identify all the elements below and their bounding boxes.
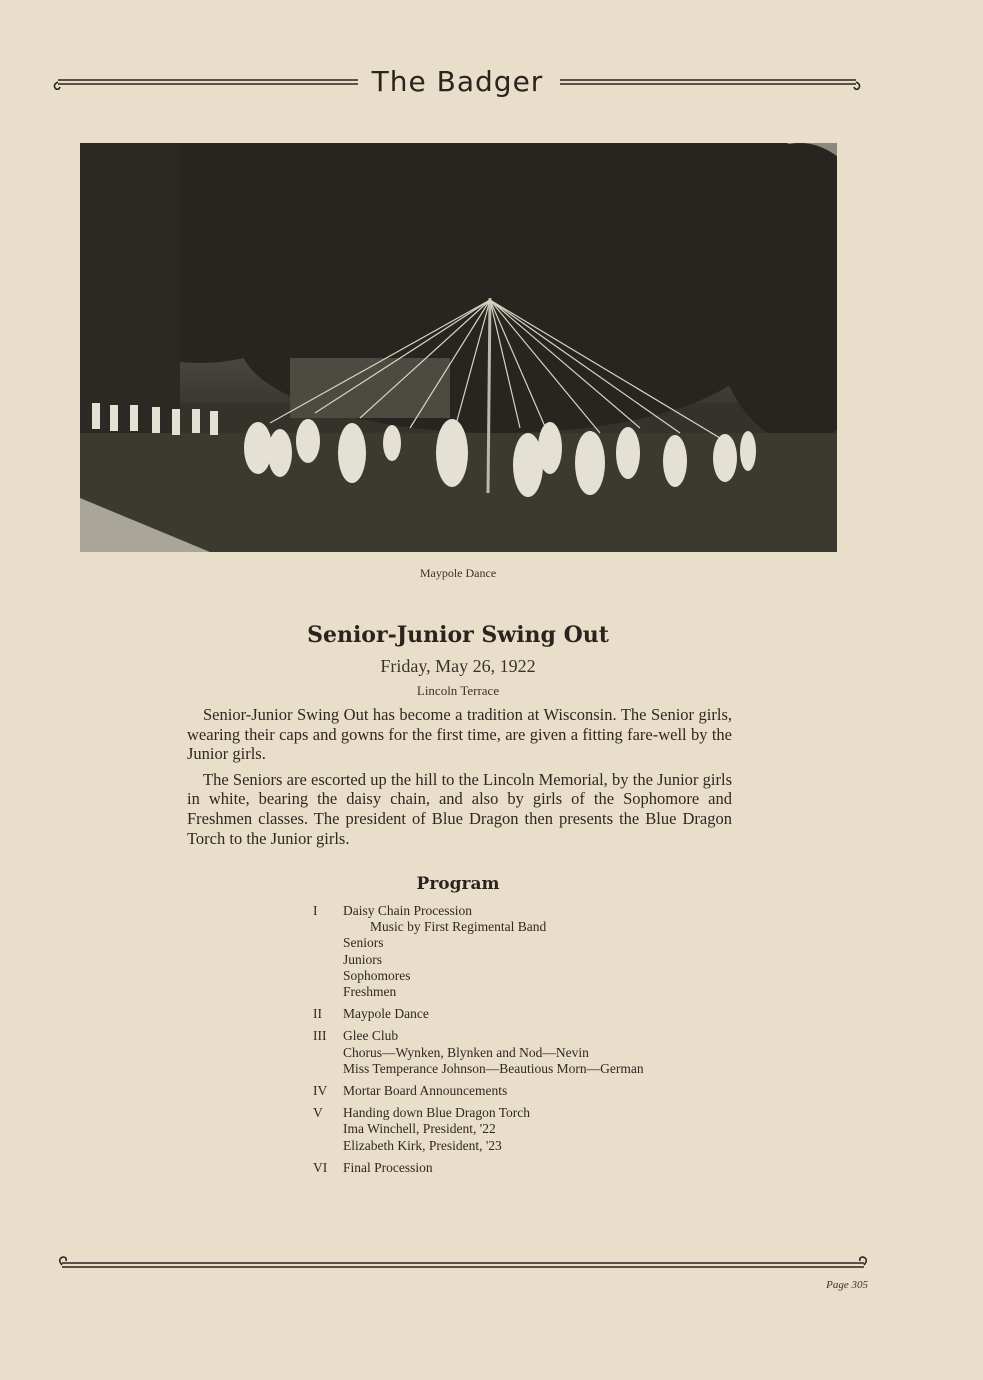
program-item — [313, 1006, 733, 1022]
program-line: Daisy Chain Procession — [343, 903, 472, 918]
program-line: Handing down Blue Dragon Torch — [343, 1105, 531, 1121]
program-numeral: IV — [313, 1083, 328, 1099]
program-line: Juniors — [343, 951, 383, 967]
program-item — [313, 1160, 733, 1176]
program-numeral: VI — [313, 1159, 328, 1175]
program-line: Glee Club — [343, 1028, 399, 1044]
program-line: Miss Temperance Johnson—Beautious Morn—German — [343, 1060, 644, 1076]
program-numeral: V — [313, 1105, 323, 1121]
program-line: Final Procession — [343, 1159, 433, 1175]
photo-caption: Maypole Dance — [419, 566, 497, 580]
program-numeral: III — [313, 1028, 327, 1044]
program-list — [313, 903, 733, 1182]
program-numeral: II — [313, 1006, 322, 1022]
program-item — [313, 1028, 733, 1077]
page-header-title: The Badger — [358, 65, 558, 98]
program-line: Chorus—Wynken, Blynken and Nod—Nevin — [343, 1044, 589, 1060]
program-line: Seniors — [343, 935, 384, 951]
article-paragraph: Senior-Junior Swing Out has become a tradition at Wisconsin. The Senior girls, wearing their caps and gowns for the first time, are given a fitting fare-well by the Junior girls. — [187, 705, 732, 764]
footer-rule-ornament — [56, 1254, 871, 1274]
maypole-dance-photo — [80, 143, 837, 552]
program-item — [313, 903, 733, 1000]
program-numeral: I — [313, 903, 318, 918]
page-header — [50, 64, 865, 104]
article-body — [187, 705, 732, 854]
event-venue: Lincoln Terrace — [416, 683, 500, 698]
article-paragraph: The Seniors are escorted up the hill to the Lincoln Memorial, by the Junior girls in white, bearing the daisy chain, and also by girls of the Sophomore and Freshmen classes. The president of Blue Dragon then presents the Blue Dragon Torch to the Junior girls. — [187, 769, 732, 848]
event-date: Friday, May 26, 1922 — [380, 656, 536, 676]
program-item — [313, 1083, 733, 1099]
program-line: Freshmen — [343, 984, 397, 1000]
program-line: Music by First Regimental Band — [370, 919, 547, 935]
program-line: Sophomores — [343, 967, 411, 983]
article-headline: Senior-Junior Swing Out — [307, 622, 609, 648]
program-line: Mortar Board Announcements — [343, 1083, 508, 1099]
program-line: Elizabeth Kirk, President, '23 — [343, 1137, 502, 1153]
program-line: Maypole Dance — [343, 1006, 429, 1022]
program-item — [313, 1105, 733, 1154]
program-title: Program — [416, 874, 500, 894]
page-number: Page 305 — [826, 1279, 868, 1291]
program-line: Ima Winchell, President, '22 — [343, 1121, 496, 1137]
